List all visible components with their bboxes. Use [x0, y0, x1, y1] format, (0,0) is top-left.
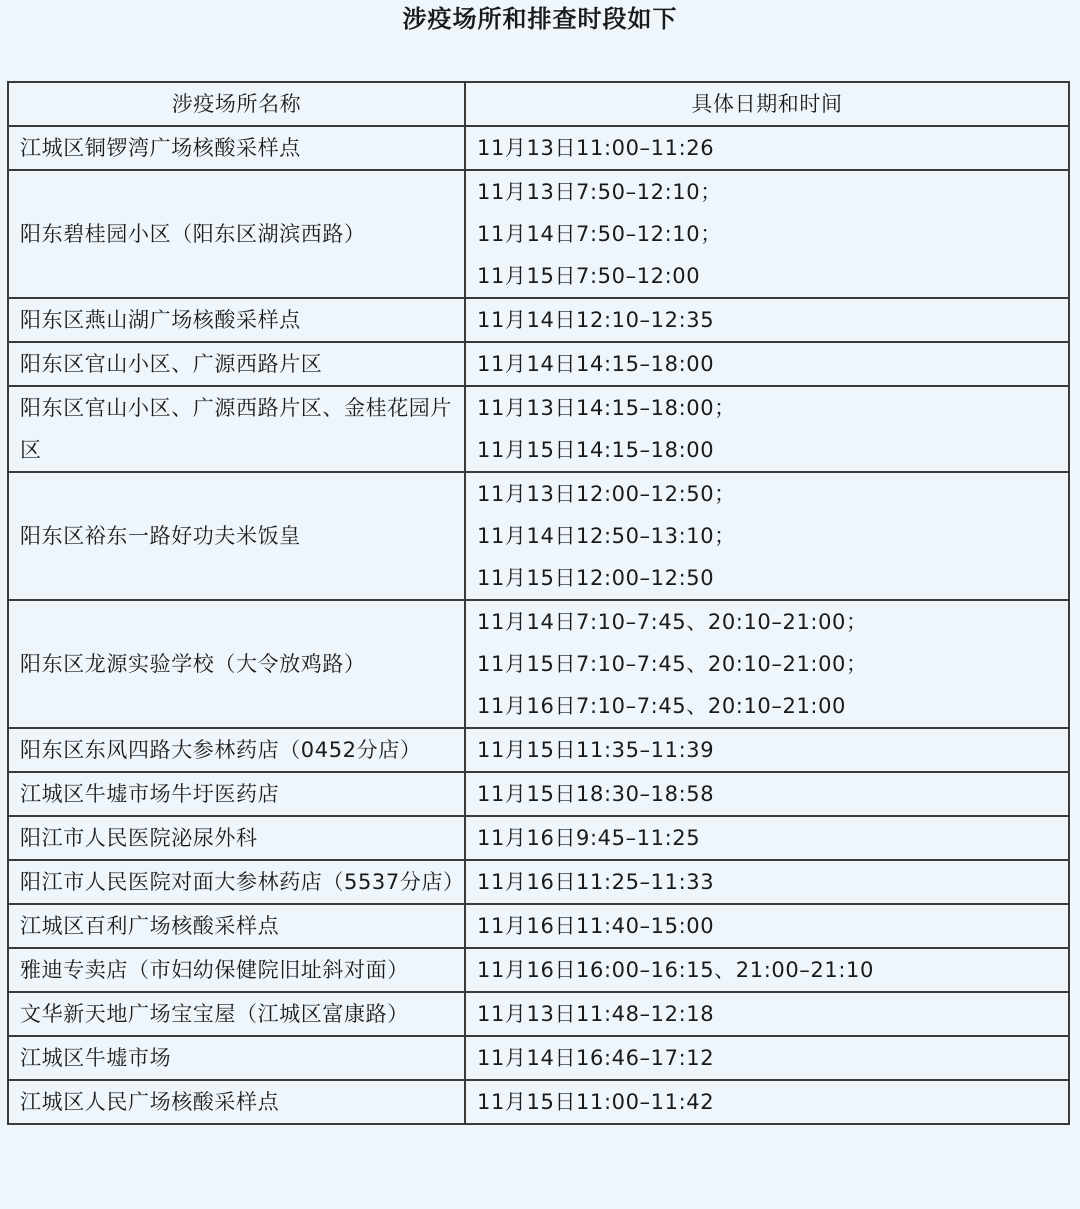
- table-row: [8, 816, 1069, 860]
- exposure-sites-table: [7, 81, 1070, 1125]
- time-range: 11月14日16:46–17:12: [477, 1046, 715, 1070]
- place-name-cell: 雅迪专卖店（市妇幼保健院旧址斜对面）: [8, 948, 465, 992]
- place-name-cell: 阳东区东风四路大参林药店（0452分店）: [8, 728, 465, 772]
- table-row: [8, 1036, 1069, 1080]
- place-name-cell: 阳东区裕东一路好功夫米饭皇: [8, 472, 465, 600]
- date-time-cell: [465, 1080, 1069, 1124]
- table-header-row: [8, 82, 1069, 126]
- time-range: 11月16日9:45–11:25: [477, 826, 701, 850]
- time-range: 11月15日11:00–11:42: [477, 1090, 715, 1114]
- time-range: 11月13日14:15–18:00；: [477, 396, 736, 420]
- place-name-cell: 江城区牛墟市场: [8, 1036, 465, 1080]
- time-range: 11月13日11:48–12:18: [477, 1002, 715, 1026]
- time-range: 11月14日7:10–7:45、20:10–21:00；: [477, 610, 868, 634]
- place-name-cell: 阳东碧桂园小区（阳东区湖滨西路）: [8, 170, 465, 298]
- place-name-cell: 江城区人民广场核酸采样点: [8, 1080, 465, 1124]
- date-time-cell: [465, 170, 1069, 298]
- place-name-cell: 文华新天地广场宝宝屋（江城区富康路）: [8, 992, 465, 1036]
- date-time-cell: [465, 992, 1069, 1036]
- table-row: [8, 728, 1069, 772]
- table-row: [8, 860, 1069, 904]
- page-title: 涉疫场所和排查时段如下: [402, 5, 678, 33]
- time-range: 11月16日16:00–16:15、21:00–21:10: [477, 958, 874, 982]
- place-name-cell: 阳东区龙源实验学校（大令放鸡路）: [8, 600, 465, 728]
- table-row: [8, 342, 1069, 386]
- time-range: 11月15日14:15–18:00: [477, 438, 715, 462]
- time-range: 11月14日12:10–12:35: [477, 308, 715, 332]
- date-time-cell: [465, 1036, 1069, 1080]
- time-range: 11月14日12:50–13:10；: [477, 524, 736, 548]
- date-time-cell: [465, 386, 1069, 472]
- table-row: [8, 386, 1069, 472]
- place-name-cell: 江城区牛墟市场牛圩医药店: [8, 772, 465, 816]
- date-time-cell: [465, 126, 1069, 170]
- date-time-cell: [465, 816, 1069, 860]
- place-name-cell: 阳江市人民医院对面大参林药店（5537分店）: [8, 860, 465, 904]
- table-row: [8, 904, 1069, 948]
- time-range: 11月15日7:10–7:45、20:10–21:00；: [477, 652, 868, 676]
- time-range: 11月15日18:30–18:58: [477, 782, 715, 806]
- table-row: [8, 1080, 1069, 1124]
- time-range: 11月13日7:50–12:10；: [477, 180, 722, 204]
- header-place-name: 涉疫场所名称: [8, 82, 465, 126]
- table-row: [8, 600, 1069, 728]
- date-time-cell: [465, 860, 1069, 904]
- header-date-time: 具体日期和时间: [465, 82, 1069, 126]
- time-range: 11月13日11:00–11:26: [477, 136, 715, 160]
- time-range: 11月15日11:35–11:39: [477, 738, 715, 762]
- time-range: 11月13日12:00–12:50；: [477, 482, 736, 506]
- time-range: 11月15日12:00–12:50: [477, 566, 715, 590]
- date-time-cell: [465, 728, 1069, 772]
- place-name-cell: 江城区铜锣湾广场核酸采样点: [8, 126, 465, 170]
- date-time-cell: [465, 472, 1069, 600]
- place-name-cell: 阳东区官山小区、广源西路片区、金桂花园片区: [8, 386, 465, 472]
- date-time-cell: [465, 342, 1069, 386]
- date-time-cell: [465, 948, 1069, 992]
- time-range: 11月14日7:50–12:10；: [477, 222, 722, 246]
- table-row: [8, 472, 1069, 600]
- date-time-cell: [465, 904, 1069, 948]
- time-range: 11月16日11:25–11:33: [477, 870, 715, 894]
- time-range: 11月16日11:40–15:00: [477, 914, 715, 938]
- table-row: [8, 772, 1069, 816]
- date-time-cell: [465, 600, 1069, 728]
- date-time-cell: [465, 298, 1069, 342]
- place-name-cell: 阳东区燕山湖广场核酸采样点: [8, 298, 465, 342]
- place-name-cell: 阳江市人民医院泌尿外科: [8, 816, 465, 860]
- table-row: [8, 298, 1069, 342]
- table-body: [8, 126, 1069, 1124]
- time-range: 11月16日7:10–7:45、20:10–21:00: [477, 694, 846, 718]
- table-row: [8, 948, 1069, 992]
- time-range: 11月15日7:50–12:00: [477, 264, 701, 288]
- table-row: [8, 126, 1069, 170]
- time-range: 11月14日14:15–18:00: [477, 352, 715, 376]
- table-row: [8, 170, 1069, 298]
- place-name-cell: 江城区百利广场核酸采样点: [8, 904, 465, 948]
- place-name-cell: 阳东区官山小区、广源西路片区: [8, 342, 465, 386]
- date-time-cell: [465, 772, 1069, 816]
- table-row: [8, 992, 1069, 1036]
